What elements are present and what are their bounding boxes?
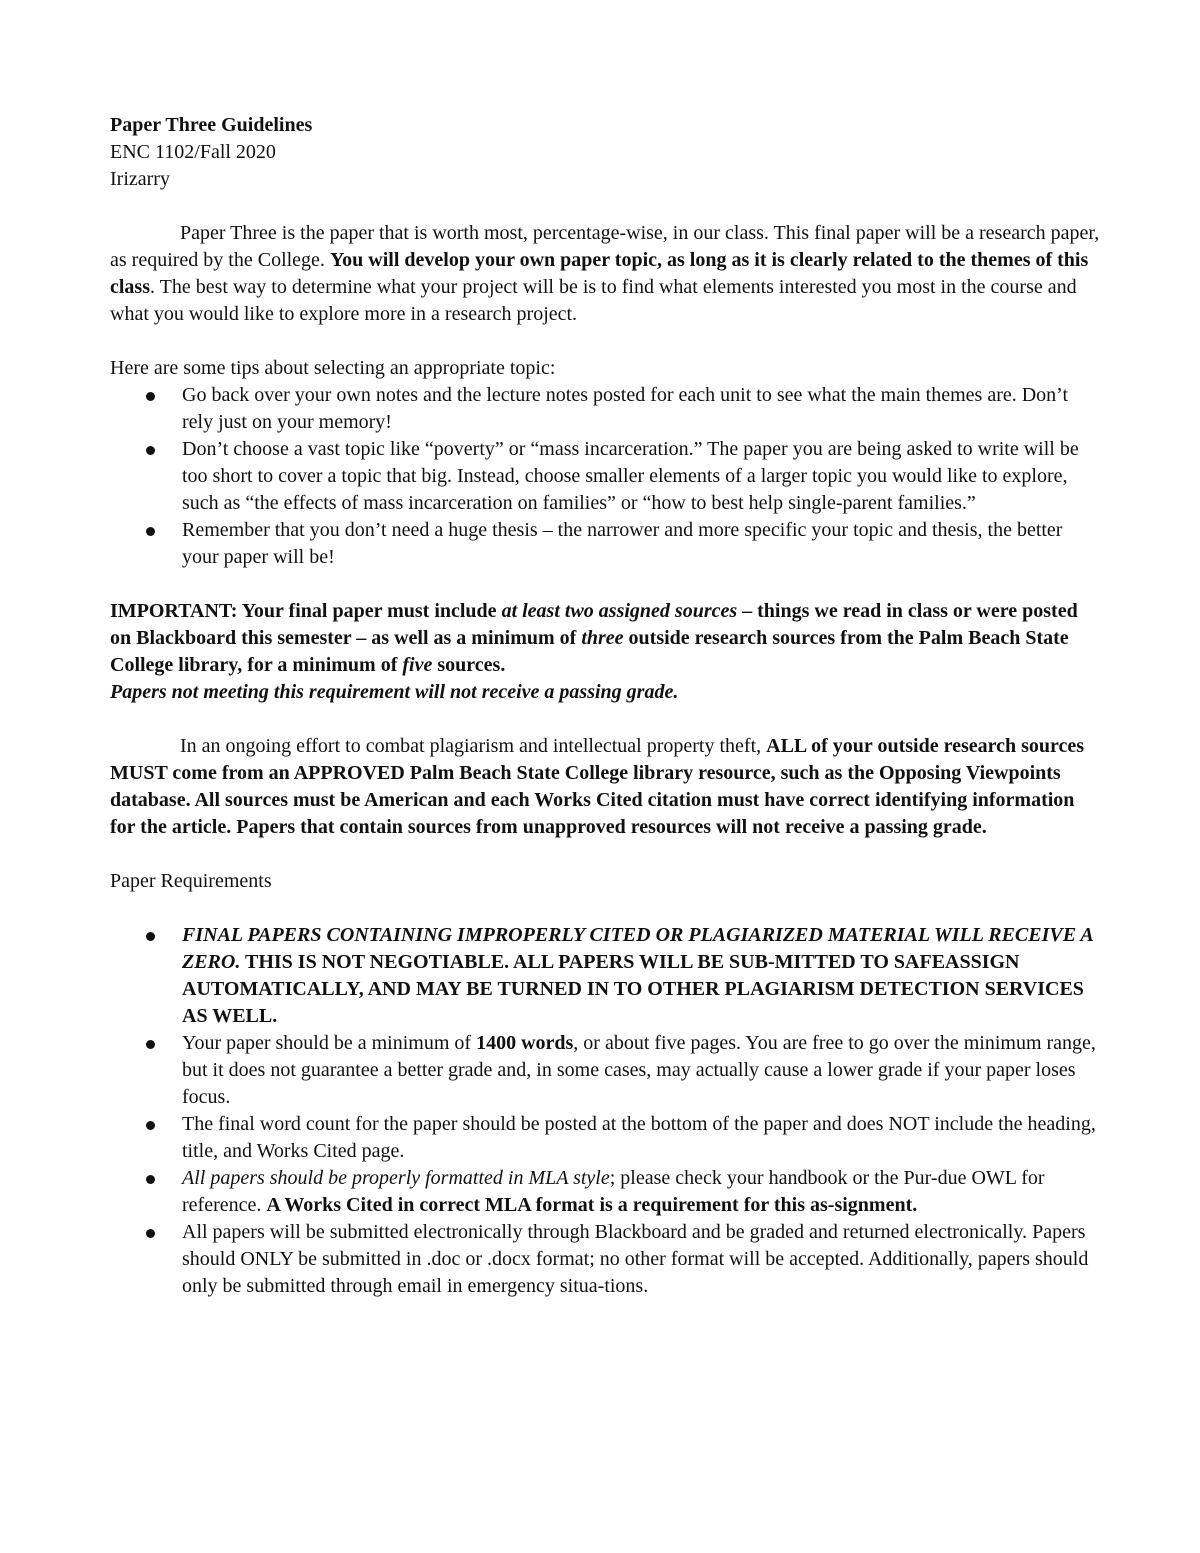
list-item-text: Remember that you don’t need a huge thesis – the narrower and more specific your topic and thesis, the better your paper will be!	[182, 519, 1063, 568]
instructor-line: Irizarry	[110, 168, 170, 190]
plagiarism-paragraph	[110, 733, 1100, 841]
req1-italic: FINAL PAPERS CONTAINING IMPROPERLY CITED OR PLAGIARIZED MATERIAL WILL RECEIVE A ZERO.	[182, 924, 1093, 973]
req2-text-2: , or about five pages. You are free to go over the minimum range, but it does not guarantee a better grade and, in some cases, may actually cause a lower grade if your paper loses focus.	[182, 1032, 1096, 1108]
bullet-icon	[146, 1229, 155, 1238]
req4-italic: All papers should be properly formatted in MLA style	[182, 1167, 610, 1189]
bullet-icon	[146, 1175, 155, 1184]
bullet-icon	[146, 1040, 155, 1049]
important-paragraph	[110, 598, 1100, 679]
list-item	[110, 1111, 1100, 1165]
list-item	[110, 1165, 1100, 1219]
bullet-icon	[146, 527, 155, 536]
document-body	[110, 112, 1100, 1300]
req5-text: All papers will be submitted electronically through Blackboard and be graded and returned electronically. Papers should ONLY be submitted in .doc or .docx format; no other format will be accepted. Additionally, papers should only be submitted through email in emergency situa-tions.	[182, 1221, 1089, 1297]
req1-text: THIS IS NOT NEGOTIABLE. ALL PAPERS WILL BE SUB-MITTED TO SAFEASSIGN AUTOMATICALLY, AND MAY BE TURNED IN TO OTHER PLAGIARISM DETECTION SERVICES AS WELL.	[182, 951, 1084, 1027]
req3-text: The final word count for the paper should be posted at the bottom of the paper and does NOT include the heading, title, and Works Cited page.	[182, 1113, 1096, 1162]
list-item	[110, 382, 1100, 436]
important-text-2: – things we read in class or were posted on Blackboard this semester – as well as a minimum of	[110, 600, 1078, 649]
tips-lead: Here are some tips about selecting an appropriate topic:	[110, 357, 556, 379]
list-item	[110, 517, 1100, 571]
list-item	[110, 436, 1100, 517]
intro-bold-text: You will develop your own paper topic, as long as it is clearly related to the themes of this class	[110, 249, 1089, 298]
bullet-icon	[146, 932, 155, 941]
list-item	[110, 922, 1100, 1030]
important-text-3: outside research sources from the Palm Beach State College library, for a minimum of	[110, 627, 1069, 676]
plagiarism-bold-text: ALL of your outside research sources MUST come from an APPROVED Palm Beach State College library resource, such as the Opposing Viewpoints database. All sources must be American and each Works Cited citation must have correct identifying information for the article. Papers that contain sources from unapproved resources will not receive a passing grade.	[110, 735, 1085, 838]
list-item-text: Go back over your own notes and the lecture notes posted for each unit to see what the main themes are. Don’t rely just on your memory!	[182, 384, 1069, 433]
intro-paragraph	[110, 220, 1100, 328]
important-italic-3: five	[402, 654, 433, 676]
important-italic-2: three	[581, 627, 624, 649]
bullet-icon	[146, 1121, 155, 1130]
plagiarism-text: In an ongoing effort to combat plagiarism and intellectual property theft,	[180, 735, 767, 757]
req2-bold: 1400 words	[476, 1032, 574, 1054]
requirements-heading: Paper Requirements	[110, 870, 272, 892]
course-line: ENC 1102/Fall 2020	[110, 141, 276, 163]
bullet-icon	[146, 392, 155, 401]
list-item	[110, 1030, 1100, 1111]
list-item	[110, 1219, 1100, 1300]
req2-text-1: Your paper should be a minimum of	[182, 1032, 477, 1054]
important-text-1: IMPORTANT: Your final paper must include	[110, 600, 502, 622]
bullet-icon	[146, 446, 155, 455]
important-italic-1: at least two assigned sources	[501, 600, 738, 622]
important-warning: Papers not meeting this requirement will not receive a passing grade.	[110, 681, 679, 703]
req4-text: ; please check your handbook or the Pur-due OWL for reference.	[182, 1167, 1045, 1216]
important-text-4: sources.	[432, 654, 506, 676]
requirements-list	[110, 922, 1100, 1300]
tips-list	[110, 382, 1100, 571]
intro-text-1: Paper Three is the paper that is worth most, percentage-wise, in our class. This final paper will be a research paper, as required by the College.	[110, 222, 1100, 271]
intro-text-2: . The best way to determine what your project will be is to find what elements interested you most in the course and what you would like to explore more in a research project.	[110, 276, 1077, 325]
req4-bold: A Works Cited in correct MLA format is a requirement for this as-signment.	[266, 1194, 918, 1216]
document-title: Paper Three Guidelines	[110, 114, 313, 136]
list-item-text: Don’t choose a vast topic like “poverty” or “mass incarceration.” The paper you are being asked to write will be too short to cover a topic that big. Instead, choose smaller elements of a larger topic you would like to explore, such as “the effects of mass incarceration on families” or “how to best help single-parent families.”	[182, 438, 1079, 514]
